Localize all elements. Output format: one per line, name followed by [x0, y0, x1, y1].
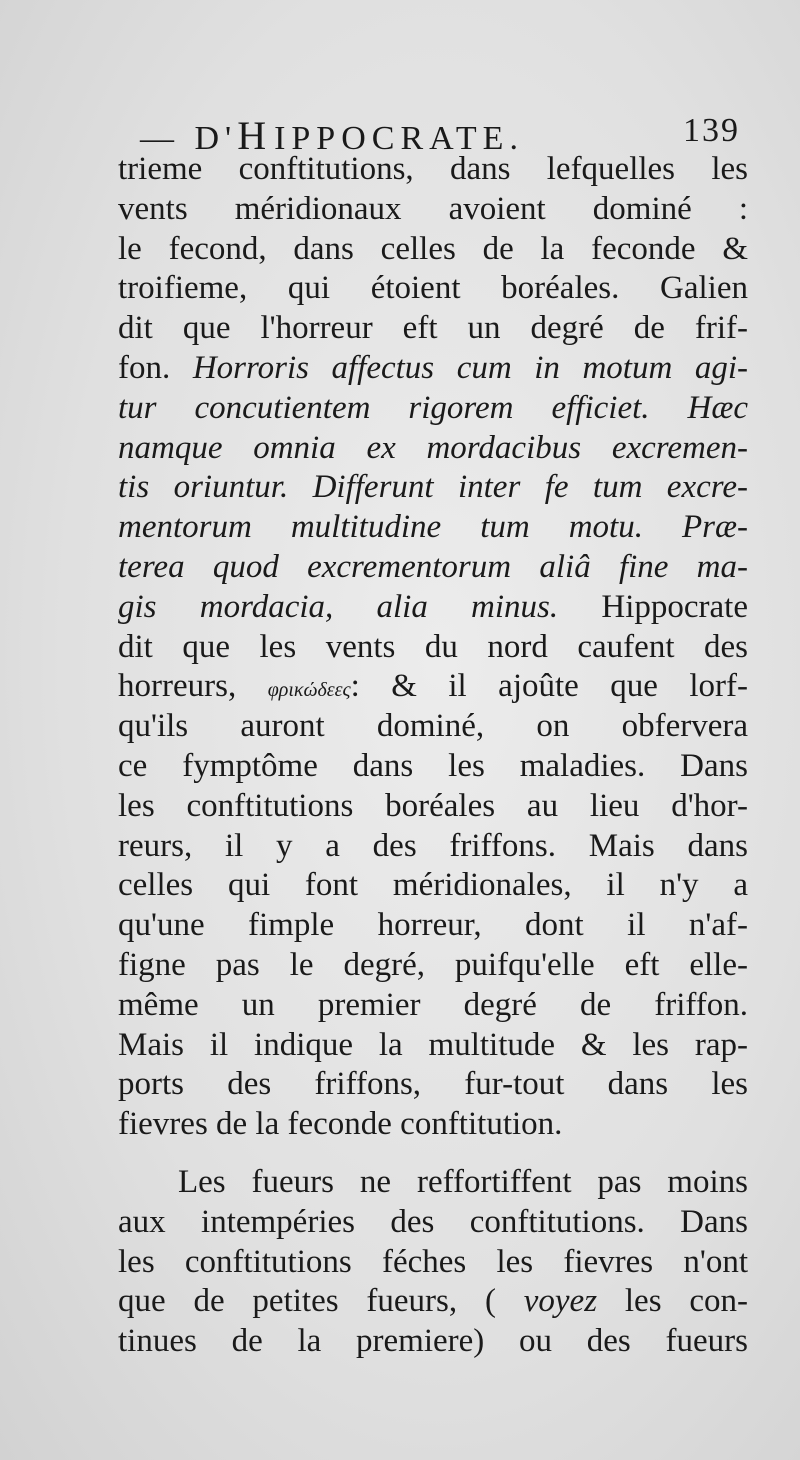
text-line: les conftitutions féches les fievres n'ont: [118, 1243, 748, 1280]
text-line: qu'une fimple horreur, dont il n'af-: [118, 907, 748, 944]
text-line: aux intempéries des conftitutions. Dans: [118, 1203, 748, 1240]
text-line: dit que l'horreur eft un degré de frif-: [118, 310, 748, 347]
text-line: dit que les vents du nord caufent des: [118, 628, 748, 665]
text-line: Les fueurs ne reffortiffent pas moins: [178, 1163, 748, 1200]
latin-quote-line: terea quod excrementorum aliâ fine ma-: [118, 548, 748, 585]
header-dash: —: [140, 120, 180, 157]
text-line: ports des friffons, fur-tout dans les: [118, 1066, 748, 1103]
text-line: troifieme, qui étoient boréales. Galien: [118, 270, 748, 307]
latin-quote-line: mentorum multitudine tum motu. Præ-: [118, 509, 748, 546]
body-text: [118, 150, 748, 1362]
latin-quote-line: tur concutientem rigorem efficiet. Hæc: [118, 389, 748, 426]
text-line: les conftitutions boréales au lieu d'hor-: [118, 787, 748, 824]
text-line: même un premier degré de friffon.: [118, 986, 748, 1023]
running-title: — D'HIPPOCRATE.: [140, 113, 524, 158]
text-line: horreurs, φρικώδεες: & il ajoûte que lorf-: [118, 668, 749, 705]
text-line: trieme conftitutions, dans lefquelles les: [118, 151, 748, 187]
text-line: reurs, il y a des friffons. Mais dans: [118, 827, 748, 864]
voyez-word: voyez: [523, 1283, 598, 1320]
paragraph: [118, 1163, 748, 1362]
paragraph-gap: [118, 1145, 748, 1163]
text-line: tinues de la premiere) ou des fueurs: [118, 1323, 748, 1360]
latin-quote-line: namque omnia ex mordacibus excremen-: [118, 429, 748, 466]
text-line: ce fymptôme dans les maladies. Dans: [118, 747, 748, 784]
greek-word: φρικώδεες: [267, 679, 351, 702]
text-line: fievres de la feconde conftitution.: [118, 1106, 563, 1143]
text-line: figne pas le degré, puifqu'elle eft elle-: [118, 946, 748, 983]
latin-quote: Horroris affectus cum in motum agi-: [192, 349, 748, 386]
text-line: vents méridionaux avoient dominé :: [118, 190, 748, 227]
latin-quote-line: tis oriuntur. Differunt inter fe tum excre-: [118, 469, 748, 506]
text-line: Mais il indique la multitude & les rap-: [118, 1026, 748, 1063]
text-line: gis mordacia, alia minus. Hippocrate: [118, 588, 748, 625]
paragraph: [118, 150, 748, 1145]
text-line: le fecond, dans celles de la feconde &: [118, 230, 748, 267]
text-line: que de petites fueurs, ( voyez les con-: [118, 1283, 749, 1320]
page-number: 139: [683, 112, 740, 149]
latin-quote: gis mordacia, alia minus.: [118, 588, 559, 625]
text-line: qu'ils auront dominé, on obfervera: [118, 708, 748, 745]
text-line: fon. Horroris affectus cum in motum agi-: [118, 349, 748, 386]
text-line: celles qui font méridionales, il n'y a: [118, 867, 748, 904]
